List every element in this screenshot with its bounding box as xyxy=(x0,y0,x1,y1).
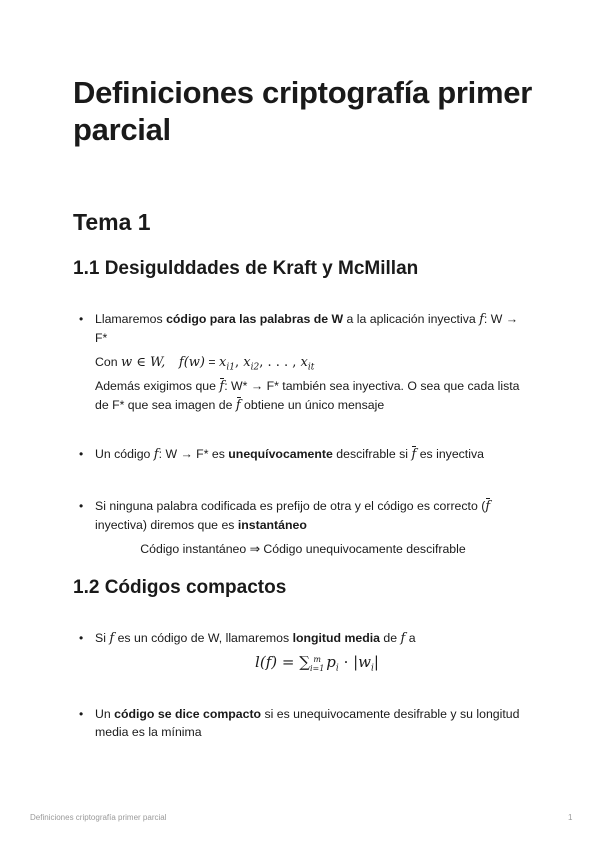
document-title: Definiciones criptografía primer parcial xyxy=(73,75,532,147)
math-sub: i2 xyxy=(250,362,260,373)
text: de xyxy=(380,631,401,645)
text: Si ninguna palabra codificada es prefijo de otra y el código es correcto ( xyxy=(95,499,486,513)
bold-term: código se dice compacto xyxy=(114,707,262,721)
math-sub: i xyxy=(371,663,374,674)
math-sum: ∑ xyxy=(299,653,310,671)
math-sub: i1 xyxy=(226,362,235,373)
math-sub: i xyxy=(335,663,339,674)
text: es un código de W, llamaremos xyxy=(114,631,293,645)
math-f: f xyxy=(109,631,115,646)
bullet-compacto xyxy=(73,705,533,741)
math-w: w xyxy=(358,653,371,671)
implication-line: Código instantáneo ⇒ Código unequivocamente descifrable xyxy=(140,542,466,556)
bold-term: longitud media xyxy=(292,631,381,645)
math-dot: · | xyxy=(338,653,359,671)
footer-page-number: 1 xyxy=(568,813,573,822)
text: Un código xyxy=(95,447,154,461)
math-p: p xyxy=(326,653,336,671)
math-abs-close: | xyxy=(373,653,379,671)
math-line-con: Con w ∈ W, $f(w) = x_{i1}$, $x_{i2}$, . . . , $x_{it}$ xyxy=(95,355,315,373)
subsection-heading-compactos: 1.2 Códigos compactos xyxy=(73,577,287,598)
text: descifrable si xyxy=(332,447,412,461)
math-f: f xyxy=(153,447,159,462)
math-f: f xyxy=(479,312,484,327)
math-f-bar: f xyxy=(411,447,417,462)
text: inyectiva) diremos que es xyxy=(95,518,238,532)
text: a xyxy=(405,631,416,645)
text: Un xyxy=(95,707,115,721)
math-sum-top: m xyxy=(313,654,321,664)
math-w-in-W: w ∈ W, xyxy=(120,355,166,370)
footer-title: Definiciones criptografía primer parcial xyxy=(30,813,167,822)
bullet-unequivocamente xyxy=(73,445,533,464)
math-x: x xyxy=(219,355,227,370)
bullet-codigo-definicion xyxy=(73,310,533,347)
text: es inyectiva xyxy=(416,447,484,461)
math-l-f: l(f) = xyxy=(255,653,300,671)
text: a la aplicación inyectiva xyxy=(343,312,480,326)
text: obtiene un único mensaje xyxy=(240,398,385,412)
subsection-heading-kraft: 1.1 Desigulddades de Kraft y McMillan xyxy=(73,258,419,279)
math-f-bar: f xyxy=(219,379,225,394)
math-sum-bottom: i=1 xyxy=(309,663,325,673)
section-heading: Tema 1 xyxy=(73,209,151,235)
bold-term: código para las palabras de W xyxy=(166,312,344,326)
math-dots: , . . . , xyxy=(259,355,301,370)
bold-term: unequívocamente xyxy=(228,447,333,461)
text: : W* → F* también sea inyectiva. O sea que cada lista de F* que sea imagen de xyxy=(95,379,520,412)
math-sub: it xyxy=(307,362,315,373)
text: : W → F* es xyxy=(158,447,229,461)
text: : W → F* xyxy=(95,312,519,345)
text: si es unequivocamente desifrable y su longitud media es la mínima xyxy=(95,707,520,739)
bullet-instantaneo xyxy=(73,497,533,534)
bold-term: instantáneo xyxy=(237,518,307,532)
text: Con xyxy=(95,355,121,369)
math-f-w: f(w) xyxy=(178,355,205,370)
math-f-bar: f xyxy=(235,398,241,413)
math-f-bar: f xyxy=(485,499,491,514)
math-sum-limits xyxy=(310,655,324,673)
text: Si xyxy=(95,631,110,645)
text: Llamaremos xyxy=(95,312,167,326)
formula-longitud-media xyxy=(87,653,547,673)
text: Además exigimos que xyxy=(95,379,220,393)
text: = xyxy=(205,355,220,369)
math-f: f xyxy=(400,631,406,646)
bullet-longitud-media xyxy=(73,629,533,648)
paragraph-ademas xyxy=(95,377,533,415)
